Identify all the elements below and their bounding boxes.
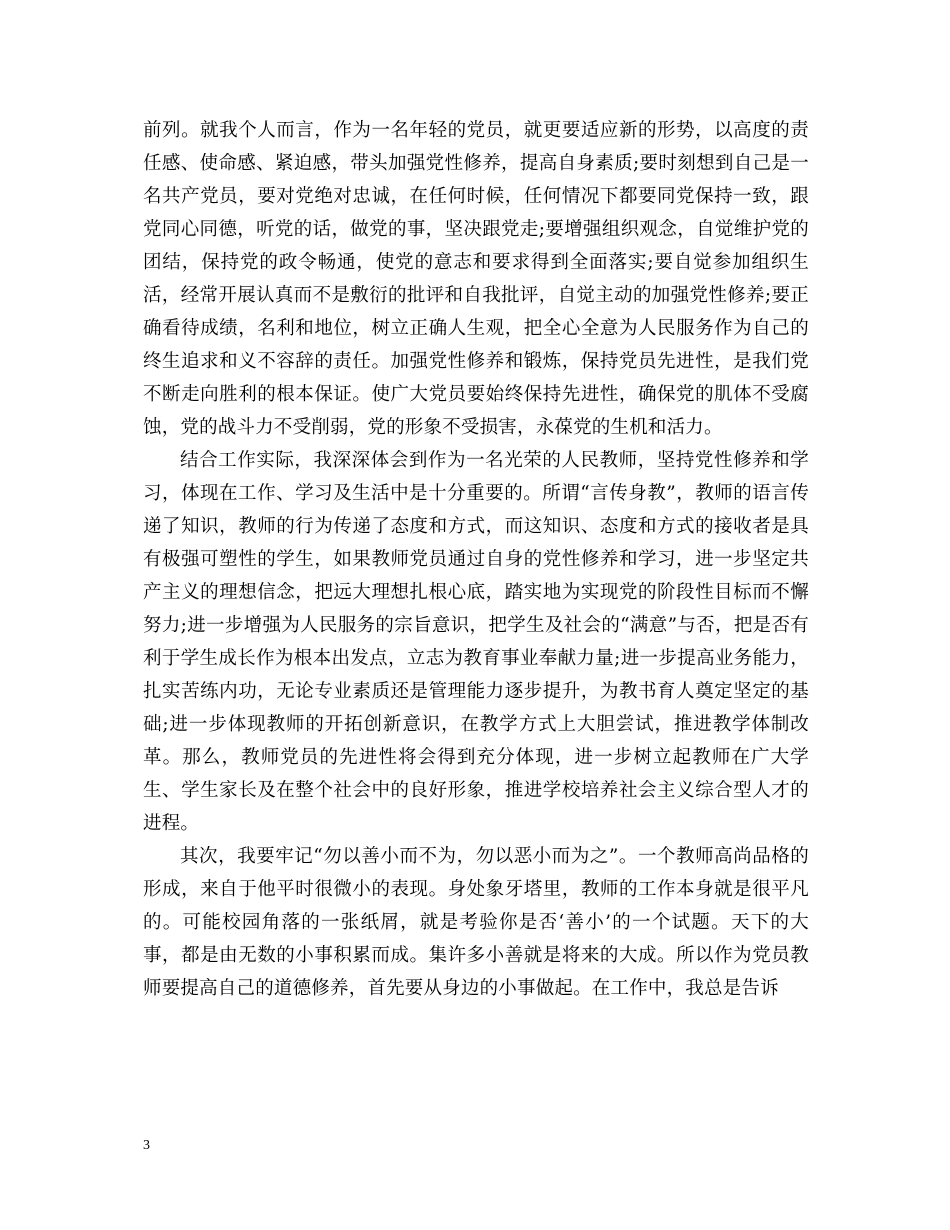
page-number: 3	[143, 1138, 150, 1153]
paragraph-1: 前列。就我个人而言，作为一名年轻的党员，就更要适应新的形势，以高度的责任感、使命感、紧迫感，带头加强党性修养，提高自身素质;要时刻想到自己是一名共产党员，要对党绝对忠诚，在任何时候，任何情况下都要同党保持一致，跟党同心同德，听党的话，做党的事，坚决跟党走;要增强组织观念，自觉维护党的团结，保持党的政令畅通，使党的意志和要求得到全面落实;要自觉参加组织生活，经常开展认真而不是敷衍的批评和自我批评，自觉主动的加强党性修养;要正确看待成绩，名利和地位，树立正确人生观，把全心全意为人民服务作为自己的终生追求和义不容辞的责任。加强党性修养和锻炼，保持党员先进性，是我们党不断走向胜利的根本保证。使广大党员要始终保持先进性，确保党的肌体不受腐蚀，党的战斗力不受削弱，党的形象不受损害，永葆党的生机和活力。	[143, 120, 809, 438]
paragraph-2: 结合工作实际，我深深体会到作为一名光荣的人民教师，坚持党性修养和学习，体现在工作、学习及生活中是十分重要的。所谓“言传身教”，教师的语言传递了知识，教师的行为传递了态度和方式，而这知识、态度和方式的接收者是具有极强可塑性的学生，如果教师党员通过自身的党性修养和学习，进一步坚定共产主义的理想信念，把远大理想扎根心底，踏实地为实现党的阶段性目标而不懈努力;进一步增强为人民服务的宗旨意识，把学生及社会的“满意”与否，把是否有利于学生成长作为根本出发点，立志为教育事业奉献力量;进一步提高业务能力，扎实苦练内功，无论专业素质还是管理能力逐步提升，为教书育人奠定坚定的基础;进一步体现教师的开拓创新意识，在教学方式上大胆尝试，推进教学体制改革。那么，教师党员的先进性将会得到充分体现，进一步树立起教师在广大学生、学生家长及在整个社会中的良好形象，推进学校培养社会主义综合型人才的进程。	[143, 450, 809, 834]
document-body	[143, 114, 809, 1005]
paragraph-3: 其次，我要牢记“勿以善小而不为，勿以恶小而为之”。一个教师高尚品格的形成，来自于他平时很微小的表现。身处象牙塔里，教师的工作本身就是很平凡的。可能校园角落的一张纸屑，就是考验你是否‘善小’的一个试题。天下的大事，都是由无数的小事积累而成。集许多小善就是将来的大成。所以作为党员教师要提高自己的道德修养，首先要从身边的小事做起。在工作中，我总是告诉	[143, 846, 809, 999]
